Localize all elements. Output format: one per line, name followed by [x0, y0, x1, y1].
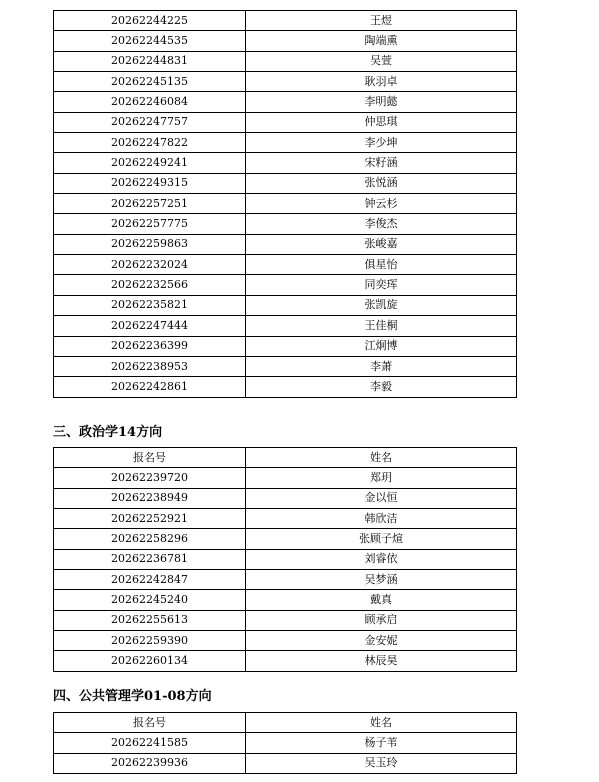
table-row [54, 488, 517, 508]
registration-number-cell: 20262232566 [54, 275, 246, 295]
table-row [54, 11, 517, 31]
name-cell: 吴玉玲 [246, 753, 517, 773]
registration-number-cell: 20262257775 [54, 214, 246, 234]
table-row [54, 92, 517, 112]
table-row [54, 610, 517, 630]
name-header: 姓名 [246, 448, 517, 468]
table-row [54, 549, 517, 569]
name-cell: 李俊杰 [246, 214, 517, 234]
registration-number-cell: 20262236399 [54, 336, 246, 356]
name-cell: 张凯旋 [246, 295, 517, 315]
registration-number-cell: 20262244225 [54, 11, 246, 31]
table-row [54, 651, 517, 671]
registration-number-cell: 20262236781 [54, 549, 246, 569]
name-cell: 王煜 [246, 11, 517, 31]
name-cell: 杨子苇 [246, 733, 517, 753]
registration-number-cell: 20262259863 [54, 234, 246, 254]
name-cell: 戴真 [246, 590, 517, 610]
table-row [54, 255, 517, 275]
name-cell: 金以恒 [246, 488, 517, 508]
table-row [54, 509, 517, 529]
name-cell: 李明懿 [246, 92, 517, 112]
table-row [54, 468, 517, 488]
registration-number-header: 报名号 [54, 713, 246, 733]
registration-number-cell: 20262258296 [54, 529, 246, 549]
name-cell: 宋籽涵 [246, 153, 517, 173]
registration-number-cell: 20262238953 [54, 356, 246, 376]
registration-number-cell: 20262260134 [54, 651, 246, 671]
registration-number-cell: 20262239936 [54, 753, 246, 773]
table-row [54, 112, 517, 132]
political-science-14-table [53, 447, 517, 672]
registration-number-cell: 20262244831 [54, 51, 246, 71]
registration-number-cell: 20262241585 [54, 733, 246, 753]
registration-number-cell: 20262249315 [54, 173, 246, 193]
name-cell: 陶端熏 [246, 31, 517, 51]
table-row [54, 72, 517, 92]
name-cell: 李萧 [246, 356, 517, 376]
registration-number-cell: 20262242847 [54, 570, 246, 590]
public-management-01-08-table [53, 712, 517, 774]
table-row [54, 275, 517, 295]
registration-number-cell: 20262242861 [54, 377, 246, 397]
name-cell: 韩欣洁 [246, 509, 517, 529]
registration-number-cell: 20262247822 [54, 133, 246, 153]
registration-number-cell: 20262232024 [54, 255, 246, 275]
table-row [54, 631, 517, 651]
registration-number-cell: 20262244535 [54, 31, 246, 51]
table-row [54, 377, 517, 397]
name-cell: 吴萱 [246, 51, 517, 71]
table-row [54, 295, 517, 315]
table-row [54, 590, 517, 610]
table-row [54, 153, 517, 173]
table-header-row [54, 448, 517, 468]
registration-number-cell: 20262247444 [54, 316, 246, 336]
registration-number-cell: 20262257251 [54, 194, 246, 214]
name-cell: 郑玥 [246, 468, 517, 488]
name-cell: 张峻嘉 [246, 234, 517, 254]
registration-number-header: 报名号 [54, 448, 246, 468]
name-cell: 同奕珲 [246, 275, 517, 295]
registration-number-cell: 20262255613 [54, 610, 246, 630]
name-header: 姓名 [246, 713, 517, 733]
registration-number-cell: 20262239720 [54, 468, 246, 488]
name-cell: 耿羽卓 [246, 72, 517, 92]
name-cell: 吴梦涵 [246, 570, 517, 590]
name-cell: 王佳桐 [246, 316, 517, 336]
table-row [54, 194, 517, 214]
registration-number-cell: 20262247757 [54, 112, 246, 132]
table-row [54, 31, 517, 51]
name-cell: 顾承启 [246, 610, 517, 630]
table-row [54, 316, 517, 336]
table-row [54, 234, 517, 254]
registration-number-cell: 20262249241 [54, 153, 246, 173]
registration-number-cell: 20262245240 [54, 590, 246, 610]
table-row [54, 356, 517, 376]
table-row [54, 214, 517, 234]
table-row [54, 173, 517, 193]
name-cell: 仲思琪 [246, 112, 517, 132]
section-title-public-management-01-08: 四、公共管理学01-08方向 [53, 689, 212, 704]
name-cell: 江炯博 [246, 336, 517, 356]
registration-number-cell: 20262252921 [54, 509, 246, 529]
registration-number-cell: 20262238949 [54, 488, 246, 508]
table-row [54, 336, 517, 356]
name-cell: 金安妮 [246, 631, 517, 651]
table-row [54, 51, 517, 71]
registration-number-cell: 20262245135 [54, 72, 246, 92]
table-row [54, 133, 517, 153]
registration-number-cell: 20262259390 [54, 631, 246, 651]
table-row [54, 733, 517, 753]
table-header-row [54, 713, 517, 733]
name-cell: 张顾子煊 [246, 529, 517, 549]
continued-admission-table [53, 10, 517, 398]
name-cell: 林辰昊 [246, 651, 517, 671]
table-row [54, 570, 517, 590]
registration-number-cell: 20262235821 [54, 295, 246, 315]
registration-number-cell: 20262246084 [54, 92, 246, 112]
name-cell: 钟云杉 [246, 194, 517, 214]
name-cell: 张悦涵 [246, 173, 517, 193]
name-cell: 李毅 [246, 377, 517, 397]
name-cell: 李少坤 [246, 133, 517, 153]
name-cell: 俱星怡 [246, 255, 517, 275]
name-cell: 刘睿依 [246, 549, 517, 569]
section-title-political-science-14: 三、政治学14方向 [53, 425, 163, 440]
table-row [54, 529, 517, 549]
table-row [54, 753, 517, 773]
